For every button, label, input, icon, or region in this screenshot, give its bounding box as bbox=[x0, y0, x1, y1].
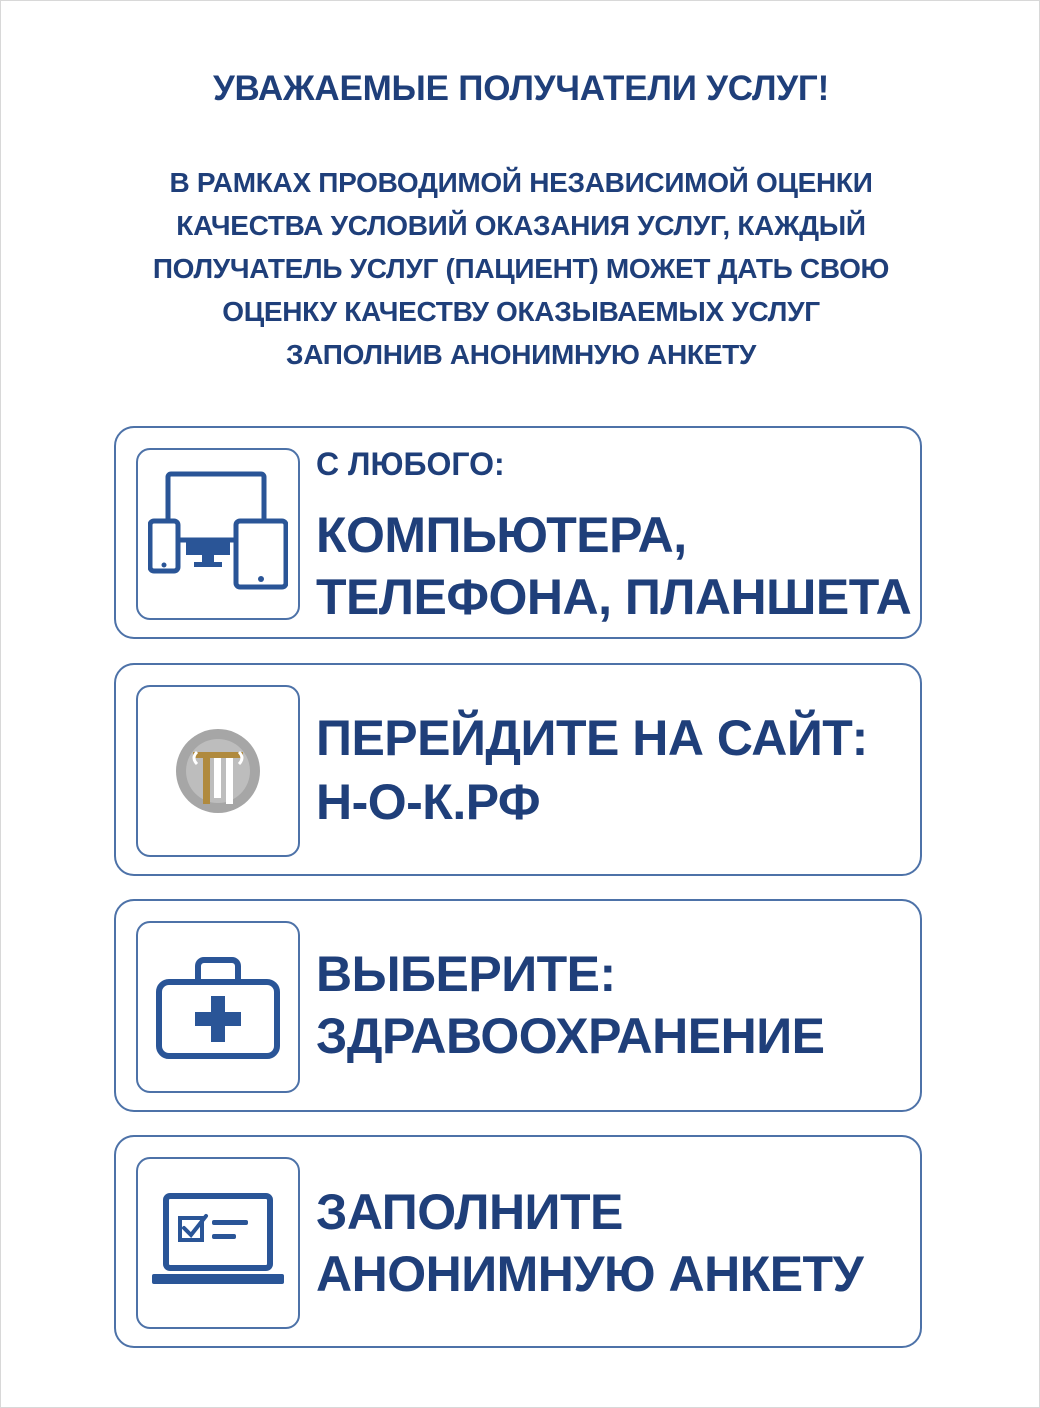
medical-kit-icon bbox=[154, 952, 282, 1062]
step-card-website bbox=[114, 663, 922, 876]
step-text-line: ПЕРЕЙДИТЕ НА САЙТ: bbox=[316, 710, 868, 766]
intro-line: ОЦЕНКУ КАЧЕСТВУ ОКАЗЫВАЕМЫХ УСЛУГ bbox=[222, 296, 820, 327]
devices-icon bbox=[148, 469, 288, 599]
step-card-fill-form bbox=[114, 1135, 922, 1348]
intro-text bbox=[91, 161, 951, 376]
intro-line: ПОЛУЧАТЕЛЬ УСЛУГ (ПАЦИЕНТ) МОЖЕТ ДАТЬ СВОЮ bbox=[152, 253, 890, 284]
step-text-line: ЗАПОЛНИТЕ bbox=[316, 1184, 623, 1240]
intro-line: ЗАПОЛНИВ АНОНИМНУЮ АНКЕТУ bbox=[285, 339, 756, 370]
website-address: Н-О-К.РФ bbox=[316, 774, 541, 830]
intro-line: В РАМКАХ ПРОВОДИМОЙ НЕЗАВИСИМОЙ ОЦЕНКИ bbox=[169, 167, 873, 198]
icon-box bbox=[136, 1157, 300, 1329]
step-card-devices bbox=[114, 426, 922, 639]
step-lead-text: С ЛЮБОГО: bbox=[316, 446, 505, 482]
icon-box bbox=[136, 448, 300, 620]
step-text-line: АНОНИМНУЮ АНКЕТУ bbox=[316, 1246, 864, 1302]
icon-box bbox=[136, 685, 300, 857]
step-text-line: ТЕЛЕФОНА, ПЛАНШЕТА bbox=[316, 569, 912, 625]
icon-box bbox=[136, 921, 300, 1093]
laptop-form-icon bbox=[150, 1188, 286, 1298]
nok-logo-icon bbox=[173, 726, 263, 816]
step-text-line: КОМПЬЮТЕРА, bbox=[316, 507, 687, 563]
step-text-line: ЗДРАВООХРАНЕНИЕ bbox=[316, 1008, 825, 1064]
page-title: УВАЖАЕМЫЕ ПОЛУЧАТЕЛИ УСЛУГ! bbox=[212, 69, 830, 108]
step-text-line: ВЫБЕРИТЕ: bbox=[316, 946, 616, 1002]
intro-line: КАЧЕСТВА УСЛОВИЙ ОКАЗАНИЯ УСЛУГ, КАЖДЫЙ bbox=[176, 210, 866, 241]
step-card-select bbox=[114, 899, 922, 1112]
